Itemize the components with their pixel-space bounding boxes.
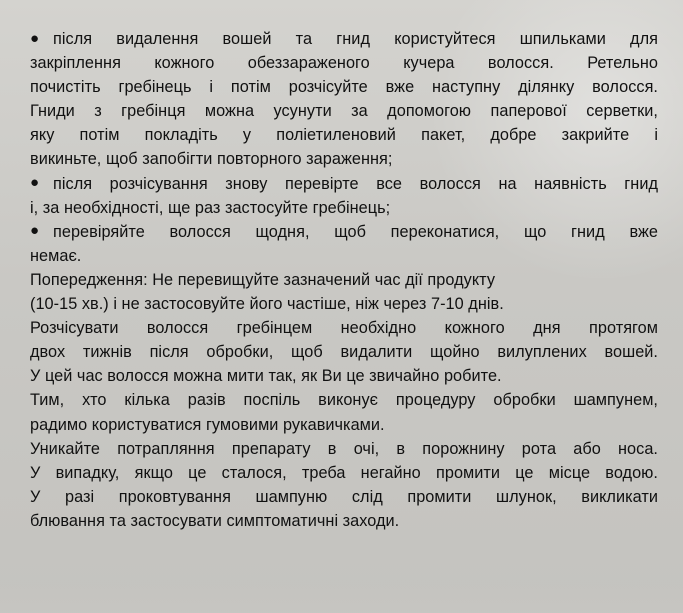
text-line — [30, 340, 658, 364]
text-line — [30, 485, 658, 509]
bullet-icon: ● — [30, 29, 40, 47]
text-line-content: закріплення кожного обеззараженого кучера волосся. Ретельно — [30, 54, 658, 73]
text-line — [30, 27, 658, 51]
text-line-content: почистіть гребінець і потім розчісуйте вже наступну ділянку волосся. — [30, 78, 658, 97]
text-line-content: радимо користуватися гумовими рукавичками. — [30, 415, 385, 434]
text-line — [30, 75, 658, 99]
bullet-icon: ● — [30, 174, 40, 192]
text-line-content: Уникайте потрапляння препарату в очі, в порожнину рота або носа. — [30, 439, 658, 458]
text-line — [30, 220, 658, 244]
text-line — [30, 388, 658, 412]
text-line-content: У цей час волосся можна мити так, як Ви це звичайно робите. — [30, 367, 502, 386]
edge-marks — [671, 333, 683, 408]
text-line-content: і, за необхідності, ще раз застосуйте гребінець; — [30, 198, 391, 217]
text-line-content: блювання та застосувати симптоматичні заходи. — [30, 511, 400, 530]
text-line — [30, 244, 658, 268]
text-line-content: викиньте, щоб запобігти повторного зараження; — [30, 150, 393, 169]
text-line — [30, 509, 658, 533]
text-line-content: У випадку, якщо це сталося, треба негайно промити це місце водою. — [30, 463, 658, 482]
text-line-content: після видалення вошей та гнид користуйтеся шпильками для — [53, 30, 658, 48]
text-line-content: двох тижнів після обробки, щоб видалити щойно вилуплених вошей. — [30, 343, 658, 362]
text-line-content: після розчісування знову перевірте все волосся на наявність гнид — [53, 174, 658, 193]
text-line — [30, 268, 658, 292]
text-line-content: Попередження: Не перевищуйте зазначений час дії продукту — [30, 270, 496, 289]
text-line — [30, 196, 658, 220]
text-line — [30, 51, 658, 75]
text-line-content: (10-15 хв.) і не застосовуйте його частіше, ніж через 7-10 днів. — [30, 295, 504, 314]
text-line — [30, 461, 658, 485]
text-line — [30, 172, 658, 196]
text-line-content: Гниди з гребінця можна усунути за допомогою паперової серветки, — [30, 102, 658, 121]
text-line — [30, 437, 658, 461]
text-line-content: немає. — [30, 246, 82, 265]
bottom-edge-fade — [0, 585, 683, 613]
text-line-content: перевіряйте волосся щодня, щоб переконатися, що гнид вже — [53, 222, 658, 241]
text-line — [30, 292, 658, 316]
text-line — [30, 316, 658, 340]
text-line — [30, 413, 658, 437]
text-line — [30, 364, 658, 388]
text-line-content: Тим, хто кілька разів поспіль виконує процедуру обробки шампунем, — [30, 391, 658, 410]
text-line-content: У разі проковтування шампуню слід промити шлунок, викликати — [30, 487, 658, 506]
text-line — [30, 147, 658, 171]
bullet-icon: ● — [30, 222, 40, 240]
text-line-content: Розчісувати волосся гребінцем необхідно кожного дня протягом — [30, 319, 658, 338]
text-line-content: яку потім покладіть у поліетиленовий пакет, добре закрийте і — [30, 126, 658, 145]
instruction-text-block — [30, 27, 658, 533]
text-line — [30, 99, 658, 123]
text-line — [30, 123, 658, 147]
